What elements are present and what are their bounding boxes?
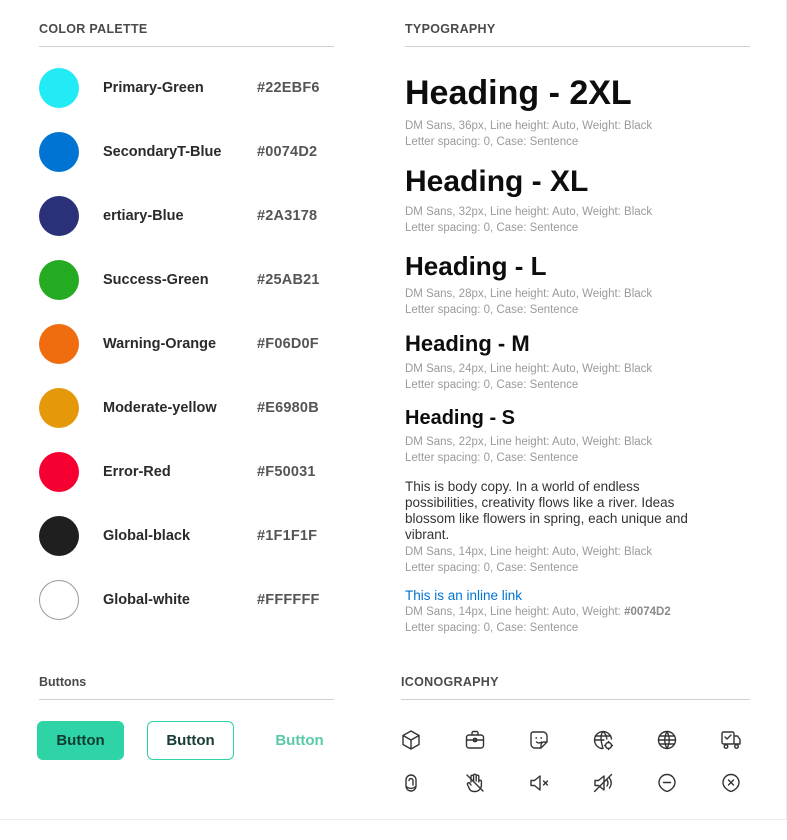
color-hex: #0074D2 — [257, 144, 318, 160]
sticker-icon[interactable] — [527, 728, 551, 752]
color-swatch[interactable] — [39, 580, 79, 620]
outline-button[interactable]: Button — [147, 721, 234, 760]
color-hex: #22EBF6 — [257, 80, 320, 96]
color-hex: #F06D0F — [257, 336, 319, 352]
color-hex: #FFFFFF — [257, 592, 320, 608]
color-swatch-row — [39, 324, 339, 364]
typography-title: TYPOGRAPHY — [405, 22, 496, 36]
heading-xl-label: Heading - XL — [405, 165, 589, 198]
heading-2xl-label: Heading - 2XL — [405, 74, 632, 112]
color-swatch-row — [39, 516, 339, 556]
color-name: SecondaryT-Blue — [103, 144, 222, 160]
inline-link-meta-1 — [405, 604, 755, 620]
color-swatch[interactable] — [39, 68, 79, 108]
heading-2xl-meta-2: Letter spacing: 0, Case: Sentence — [405, 136, 579, 148]
color-swatch[interactable] — [39, 196, 79, 236]
color-hex: #2A3178 — [257, 208, 318, 224]
iconography-divider — [401, 699, 750, 700]
heading-m-sample — [405, 333, 755, 393]
inline-link-meta-prefix: DM Sans, 14px, Line height: Auto, Weight: — [405, 606, 625, 618]
color-swatch-row — [39, 580, 339, 620]
body-copy-text: This is body copy. In a world of endless possibilities, creativity flows like a river. Ideas blossom like flowers in spring, each unique and vibrant. — [405, 479, 688, 542]
color-hex: #25AB21 — [257, 272, 320, 288]
color-swatch[interactable] — [39, 516, 79, 556]
color-hex: #E6980B — [257, 400, 319, 416]
color-swatch[interactable] — [39, 132, 79, 172]
volume-mute-icon[interactable] — [527, 771, 551, 795]
heading-l-sample — [405, 253, 755, 318]
inline-link-meta-color: #0074D2 — [624, 606, 671, 618]
heading-2xl-sample — [405, 76, 755, 150]
iconography-title: ICONOGRAPHY — [401, 675, 499, 689]
text-button[interactable]: Button — [256, 721, 343, 760]
heading-l-meta-2: Letter spacing: 0, Case: Sentence — [405, 304, 579, 316]
heading-xl-meta-2: Letter spacing: 0, Case: Sentence — [405, 222, 579, 234]
heading-s-sample — [405, 408, 755, 466]
color-name: Warning-Orange — [103, 336, 217, 352]
typography-divider — [405, 46, 750, 47]
color-palette-title: COLOR PALETTE — [39, 22, 148, 36]
color-name: Success-Green — [103, 272, 209, 288]
color-swatch[interactable] — [39, 452, 79, 492]
color-swatch[interactable] — [39, 260, 79, 300]
color-name: Global-white — [103, 592, 190, 608]
color-name: ertiary-Blue — [103, 208, 184, 224]
inline-link-sample — [405, 588, 755, 636]
color-swatch-row — [39, 260, 339, 300]
color-swatch-row — [39, 388, 339, 428]
color-name: Global-black — [103, 528, 191, 544]
color-palette-divider — [39, 46, 334, 47]
briefcase-icon[interactable] — [463, 728, 487, 752]
color-swatch-row — [39, 68, 339, 108]
heading-xl-sample — [405, 167, 755, 236]
minus-shield-icon[interactable] — [655, 771, 679, 795]
color-hex: #F50031 — [257, 464, 316, 480]
color-name: Error-Red — [103, 464, 171, 480]
heading-s-meta-2: Letter spacing: 0, Case: Sentence — [405, 452, 579, 464]
globe-settings-icon[interactable] — [591, 728, 615, 752]
heading-m-meta-1: DM Sans, 24px, Line height: Auto, Weight: Black — [405, 363, 653, 375]
color-swatch[interactable] — [39, 324, 79, 364]
buttons-divider — [39, 699, 334, 700]
heading-s-meta-1: DM Sans, 22px, Line height: Auto, Weight: Black — [405, 436, 653, 448]
volume-off-icon[interactable] — [591, 771, 615, 795]
color-swatch-row — [39, 196, 339, 236]
color-swatch-row — [39, 452, 339, 492]
color-name: Moderate-yellow — [103, 400, 217, 416]
ear-icon[interactable] — [399, 771, 423, 795]
heading-m-label: Heading - M — [405, 331, 530, 356]
heading-l-meta-1: DM Sans, 28px, Line height: Auto, Weight: Black — [405, 288, 653, 300]
primary-button[interactable]: Button — [37, 721, 124, 760]
heading-l-label: Heading - L — [405, 251, 547, 281]
globe-icon[interactable] — [655, 728, 679, 752]
color-swatch-row — [39, 132, 339, 172]
box-icon[interactable] — [399, 728, 423, 752]
hand-off-icon[interactable] — [463, 771, 487, 795]
inline-link[interactable]: This is an inline link — [405, 588, 523, 603]
color-name: Primary-Green — [103, 80, 204, 96]
close-shield-icon[interactable] — [719, 771, 743, 795]
inline-link-meta-2: Letter spacing: 0, Case: Sentence — [405, 622, 579, 634]
body-copy-sample — [405, 479, 755, 576]
heading-xl-meta-1: DM Sans, 32px, Line height: Auto, Weight: Black — [405, 206, 653, 218]
delivery-truck-icon[interactable] — [719, 728, 743, 752]
color-hex: #1F1F1F — [257, 528, 318, 544]
buttons-title: Buttons — [39, 675, 87, 689]
heading-2xl-meta-1: DM Sans, 36px, Line height: Auto, Weight: Black — [405, 120, 653, 132]
body-copy-meta-1: DM Sans, 14px, Line height: Auto, Weight: Black — [405, 546, 653, 558]
color-swatch[interactable] — [39, 388, 79, 428]
heading-s-label: Heading - S — [405, 407, 516, 429]
heading-m-meta-2: Letter spacing: 0, Case: Sentence — [405, 379, 579, 391]
body-copy-meta-2: Letter spacing: 0, Case: Sentence — [405, 562, 579, 574]
